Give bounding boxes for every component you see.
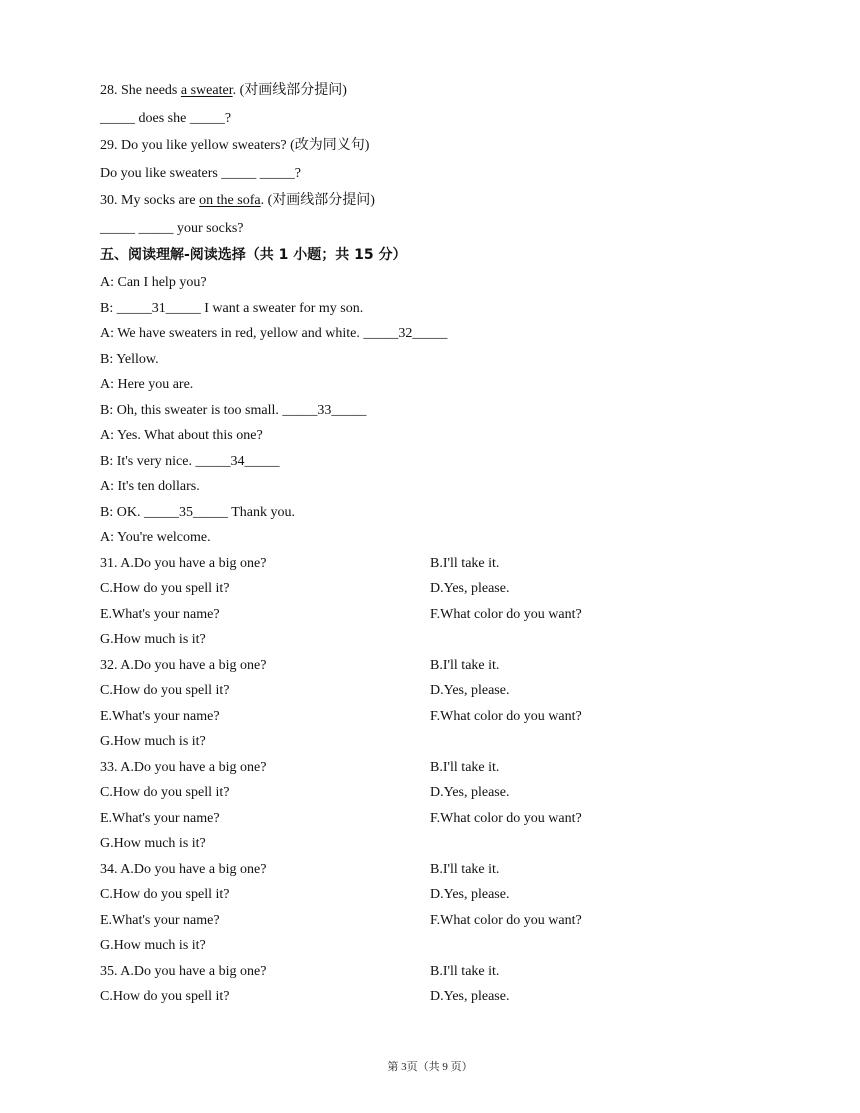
q28-prefix: 28. She needs [100,83,181,98]
question-28 [100,82,347,100]
option-text: E.What's your name? [100,811,220,826]
option-text: D.Yes, please. [430,989,510,1004]
option-text: B.I'll take it. [430,760,500,775]
option-text: D.Yes, please. [430,581,510,596]
option-text: D.Yes, please. [430,683,510,698]
dialogue-line: A: You're welcome. [100,530,211,545]
dialogue-line: B: _____31_____ I want a sweater for my son. [100,301,364,316]
section-heading: 五、阅读理解-阅读选择（共 1 小题；共 15 分） [100,247,407,263]
option-text: E.What's your name? [100,709,220,724]
dialogue-line: A: Yes. What about this one? [100,428,263,443]
dialogue-line: A: Can I help you? [100,275,207,290]
option-text: D.Yes, please. [430,785,510,800]
option-text: C.How do you spell it? [100,989,230,1004]
option-text: B.I'll take it. [430,556,500,571]
option-text: G.How much is it? [100,836,206,851]
dialogue-line: B: It's very nice. _____34_____ [100,454,280,469]
q29-answer-line: Do you like sweaters _____ _____? [100,166,302,181]
option-text: 33. A.Do you have a big one? [100,760,267,775]
dialogue-line: B: Oh, this sweater is too small. _____33_____ [100,403,367,418]
option-text: G.How much is it? [100,938,206,953]
q30-suffix: . (对画线部分提问) [260,193,375,208]
option-text: B.I'll take it. [430,658,500,673]
page-footer: 第 3页（共 9 页） [387,1061,473,1073]
q28-suffix: . (对画线部分提问) [232,83,347,98]
q28-underlined-part: a sweater [180,83,233,98]
option-text: B.I'll take it. [430,862,500,877]
option-text: E.What's your name? [100,607,220,622]
option-text: 31. A.Do you have a big one? [100,556,267,571]
option-text: 32. A.Do you have a big one? [100,658,267,673]
option-text: 35. A.Do you have a big one? [100,964,267,979]
option-text: G.How much is it? [100,734,206,749]
option-text: D.Yes, please. [430,887,510,902]
option-text: 34. A.Do you have a big one? [100,862,267,877]
dialogue-line: B: Yellow. [100,352,159,367]
option-text: C.How do you spell it? [100,887,230,902]
dialogue-line: A: Here you are. [100,377,194,392]
q30-underlined-part: on the sofa [199,193,261,208]
q30-prefix: 30. My socks are [100,193,200,208]
option-text: F.What color do you want? [430,607,582,622]
question-29: 29. Do you like yellow sweaters? (改为同义句) [100,138,370,153]
question-30 [100,192,375,210]
option-text: G.How much is it? [100,632,206,647]
option-text: C.How do you spell it? [100,581,230,596]
q30-answer-line: _____ _____ your socks? [100,221,244,236]
dialogue-line: B: OK. _____35_____ Thank you. [100,505,295,520]
option-text: C.How do you spell it? [100,785,230,800]
option-text: F.What color do you want? [430,811,582,826]
option-text: F.What color do you want? [430,709,582,724]
option-text: E.What's your name? [100,913,220,928]
option-text: C.How do you spell it? [100,683,230,698]
option-text: F.What color do you want? [430,913,582,928]
q28-answer-line: _____ does she _____? [100,111,232,126]
dialogue-line: A: It's ten dollars. [100,479,200,494]
dialogue-line: A: We have sweaters in red, yellow and white. _____32_____ [100,326,448,341]
option-text: B.I'll take it. [430,964,500,979]
